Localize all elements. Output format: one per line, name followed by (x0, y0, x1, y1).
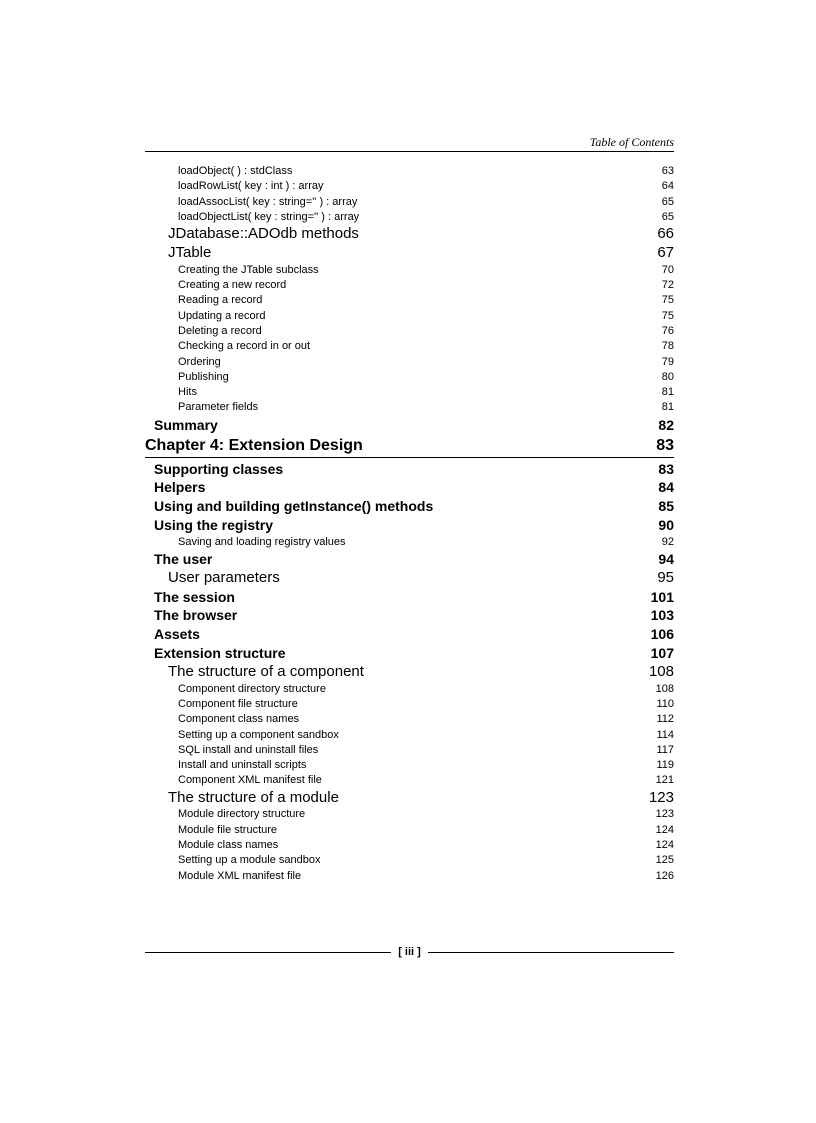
toc-entry (145, 164, 674, 179)
toc-entry-page: 81 (661, 386, 674, 399)
toc-entry-title: Setting up a module sandbox (178, 854, 321, 867)
toc-entry (145, 195, 674, 210)
toc-entry-title: Chapter 4: Extension Design (145, 436, 363, 454)
toc-entry (145, 697, 674, 712)
toc-entry (145, 758, 674, 773)
toc-entry (145, 663, 674, 682)
toc-entry-page: 67 (657, 243, 674, 261)
toc-entry (145, 244, 674, 263)
toc-entry (145, 355, 674, 370)
toc-entry-title: Summary (154, 416, 218, 433)
toc-entry (145, 535, 674, 550)
toc-entry (145, 278, 674, 293)
toc-entry (145, 606, 674, 625)
toc-entry (145, 478, 674, 497)
toc-entry-page: 121 (655, 774, 674, 787)
toc-entry-title: The user (154, 551, 213, 568)
toc-entry-title: Module directory structure (178, 808, 306, 821)
toc-entry-title: Checking a record in or out (178, 340, 311, 353)
table-of-contents (145, 164, 674, 884)
toc-entry-title: JTable (168, 243, 212, 261)
toc-entry-title: Deleting a record (178, 324, 262, 337)
toc-entry-page: 63 (661, 165, 674, 177)
toc-entry-page: 83 (656, 436, 674, 454)
toc-entry (145, 309, 674, 324)
toc-entry-title: Module file structure (178, 823, 278, 836)
toc-entry-title: The session (154, 588, 235, 605)
toc-entry-title: Setting up a component sandbox (178, 728, 339, 741)
toc-entry-page: 80 (661, 370, 674, 383)
toc-entry-page: 66 (657, 225, 674, 243)
toc-entry-title: loadObject( ) : stdClass (178, 165, 293, 177)
toc-entry (145, 588, 674, 607)
toc-entry (145, 807, 674, 822)
toc-entry-page: 123 (655, 808, 674, 821)
toc-entry-title: loadRowList( key : int ) : array (178, 180, 324, 193)
toc-entry-page: 107 (650, 645, 674, 662)
toc-entry (145, 853, 674, 868)
toc-entry (145, 416, 674, 435)
toc-entry (145, 460, 674, 479)
toc-entry-page: 78 (661, 340, 674, 353)
toc-entry (145, 497, 674, 516)
toc-entry-page: 114 (656, 728, 674, 741)
toc-entry-title: Saving and loading registry values (178, 535, 346, 548)
toc-entry-title: Publishing (178, 370, 229, 383)
toc-chapter-entry (145, 435, 674, 458)
toc-entry-title: The structure of a module (168, 788, 339, 806)
toc-entry (145, 838, 674, 853)
toc-entry-page: 117 (656, 743, 674, 756)
toc-entry-page: 75 (661, 294, 674, 307)
toc-entry-title: Module XML manifest file (178, 869, 302, 882)
toc-entry-page: 101 (650, 588, 674, 605)
toc-entry-title: Using and building getInstance() methods (154, 498, 434, 515)
toc-entry-page: 126 (655, 869, 674, 882)
toc-entry-page: 82 (658, 416, 674, 433)
toc-entry-page: 64 (661, 180, 674, 193)
header-title: Table of Contents (589, 135, 674, 149)
toc-entry-title: Reading a record (178, 294, 263, 307)
toc-entry-title: Helpers (154, 479, 206, 496)
toc-entry-title: Creating a new record (178, 279, 287, 292)
toc-entry (145, 682, 674, 697)
toc-entry-title: Creating the JTable subclass (178, 263, 319, 276)
toc-entry-title: Component XML manifest file (178, 774, 322, 787)
toc-entry (145, 550, 674, 569)
toc-entry-page: 79 (661, 355, 674, 368)
toc-entry-title: Supporting classes (154, 460, 284, 477)
toc-entry (145, 823, 674, 838)
toc-entry-page: 81 (661, 401, 674, 414)
toc-entry-title: The browser (154, 607, 238, 624)
toc-entry-page: 85 (658, 498, 674, 515)
page-number: [ iii ] (398, 946, 421, 958)
toc-entry-page: 76 (661, 324, 674, 337)
toc-entry (145, 516, 674, 535)
toc-entry (145, 712, 674, 727)
toc-entry-page: 92 (661, 535, 674, 548)
toc-entry-title: SQL install and uninstall files (178, 743, 319, 756)
toc-entry (145, 644, 674, 663)
toc-entry (145, 773, 674, 788)
toc-entry-title: Install and uninstall scripts (178, 759, 307, 772)
footer-rule-right (428, 952, 674, 953)
toc-entry (145, 789, 674, 808)
toc-entry-page: 124 (655, 823, 674, 836)
toc-entry-title: Ordering (178, 355, 221, 368)
toc-entry-page: 125 (655, 854, 674, 867)
toc-entry (145, 385, 674, 400)
toc-entry (145, 869, 674, 884)
toc-entry-title: Updating a record (178, 309, 266, 322)
toc-entry-title: The structure of a component (168, 662, 364, 680)
toc-entry-page: 65 (661, 210, 674, 223)
toc-entry-title: Extension structure (154, 645, 286, 662)
toc-entry-page: 75 (661, 309, 674, 322)
toc-entry-title: Component class names (178, 713, 300, 726)
toc-entry-title: Assets (154, 626, 200, 643)
toc-entry-title: JDatabase::ADOdb methods (168, 225, 359, 243)
toc-entry (145, 569, 674, 588)
toc-entry (145, 293, 674, 308)
toc-entry-page: 95 (657, 568, 674, 586)
toc-entry-title: Parameter fields (178, 401, 259, 414)
toc-entry (145, 743, 674, 758)
toc-entry-page: 65 (661, 195, 674, 208)
toc-entry (145, 179, 674, 194)
toc-entry-page: 83 (658, 460, 674, 477)
toc-entry-page: 108 (648, 662, 674, 680)
toc-entry (145, 370, 674, 385)
toc-entry-page: 106 (650, 626, 674, 643)
header-rule (145, 151, 674, 152)
toc-entry-page: 72 (661, 279, 674, 292)
toc-entry (145, 210, 674, 225)
toc-entry-page: 112 (656, 713, 674, 726)
toc-entry-page: 110 (656, 697, 674, 710)
toc-entry-title: Component directory structure (178, 682, 326, 695)
toc-entry (145, 625, 674, 644)
toc-entry-title: Hits (178, 386, 197, 399)
toc-entry-page: 108 (655, 682, 674, 695)
toc-entry-title: Component file structure (178, 697, 298, 710)
page-footer (145, 944, 674, 960)
toc-entry (145, 400, 674, 415)
toc-entry (145, 728, 674, 743)
toc-entry-page: 123 (648, 788, 674, 806)
toc-entry-page: 103 (650, 607, 674, 624)
toc-entry-page: 90 (658, 516, 674, 533)
toc-entry-title: Using the registry (154, 516, 274, 533)
toc-entry-title: Module class names (178, 839, 279, 852)
toc-entry-page: 70 (661, 263, 674, 276)
toc-entry (145, 263, 674, 278)
toc-entry-page: 94 (658, 551, 674, 568)
toc-entry-title: loadAssocList( key : string='' ) : array (178, 195, 358, 208)
toc-entry (145, 225, 674, 244)
toc-entry (145, 339, 674, 354)
toc-entry-page: 119 (656, 759, 674, 772)
toc-entry-page: 124 (655, 839, 674, 852)
toc-entry-title: User parameters (168, 568, 280, 586)
toc-entry-page: 84 (658, 479, 674, 496)
toc-entry-title: loadObjectList( key : string='' ) : array (178, 210, 360, 223)
toc-entry (145, 324, 674, 339)
